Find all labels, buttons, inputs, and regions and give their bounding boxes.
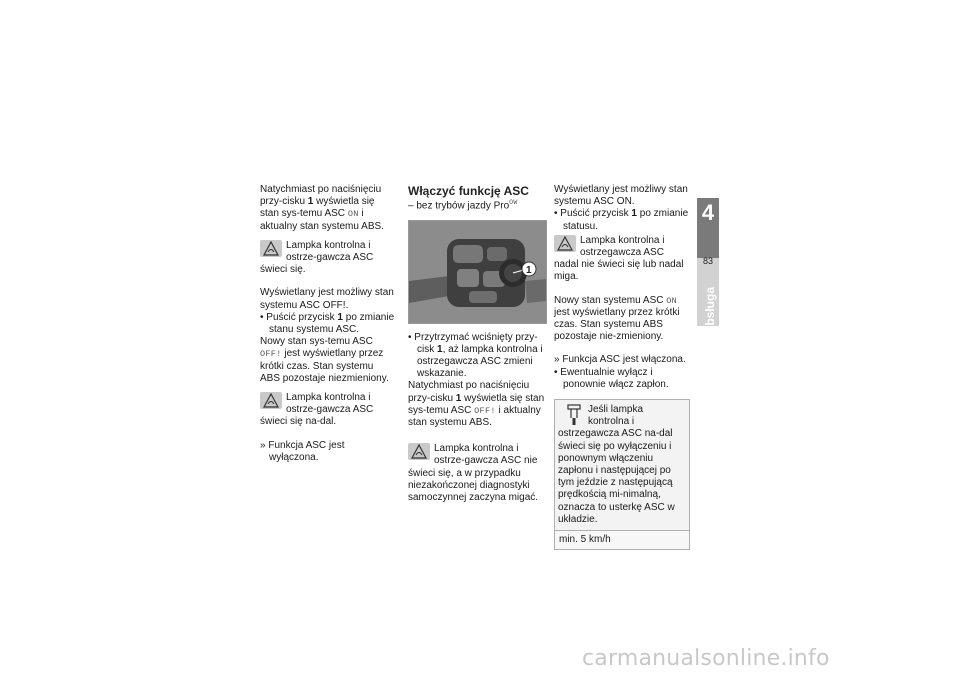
result-item: » Funkcja ASC jest włączona. (554, 354, 690, 366)
warning-note: Lampka kontrolna i ostrzegawcza ASC nadal nie świeci się lub nadal miga. (554, 234, 684, 283)
list-item: • Ewentualnie wyłącz i ponownie włącz zapłon. (554, 367, 690, 391)
section-heading: Włączyć funkcję ASC (408, 184, 529, 198)
warning-note: Lampka kontrolna i ostrze-gawcza ASC nie świeci się, a w przypadku niezakończonej diagnostyki samoczynnej zaczyna migać. (408, 443, 539, 503)
paragraph: Nowy stan systemu ASC ON jest wyświetlany przez krótki czas. Stan systemu ABS pozostaje nie-zmieniony. (554, 294, 680, 343)
handlebar-switch-photo (408, 220, 547, 324)
display-state: OFF! (474, 405, 496, 416)
display-state: ON (347, 209, 359, 220)
wrench-tool-icon (566, 404, 584, 426)
warning-note: Lampka kontrolna i ostrze-gawcza ASC świeci się na-dal. (260, 392, 374, 428)
list-item: • Puścić przycisk 1 po zmianie statusu. (554, 208, 690, 232)
column-3 (554, 184, 690, 550)
display-state: OFF! (260, 349, 282, 360)
info-box: Jeśli lampka kontrolna i ostrzegawcza ASC na-dal świeci się po wyłączeniu i ponownym włączeniu zapłonu i następującej po tym jeździe z następującą prędkością mi-nimalną, oznacza to usterkę ASC w układzie. min. 5 km/h (554, 399, 690, 550)
warning-light-icon (408, 443, 430, 460)
paragraph: Wyświetlany jest możliwy stan systemu ASC ON. (554, 184, 688, 208)
warning-light-icon (260, 392, 282, 409)
callout-1: 1 (526, 264, 532, 276)
display-state: ON (666, 295, 678, 306)
column-1 (260, 184, 395, 464)
chapter-label: Obsługa (703, 286, 718, 336)
minimum-speed: min. 5 km/h (555, 530, 689, 549)
paragraph: Nowy stan sys-temu ASC OFF! jest wyświetlany przez krótki czas. Stan systemu ABS pozostaje niezmieniony. (260, 336, 389, 384)
warning-note: Lampka kontrolna i ostrze-gawcza ASC świeci się. (260, 239, 374, 276)
result-item: » Funkcja ASC jest wyłączona. (260, 440, 395, 464)
watermark: carmanualsonline.info (582, 646, 830, 671)
paragraph: Natychmiast po naciśnięciu przy-cisku 1 wyświetla się stan sys-temu ASC OFF! i aktualny stan systemu ABS. (408, 380, 545, 428)
warning-light-icon (260, 240, 282, 257)
page-number: 83 (702, 256, 713, 266)
warning-light-icon (554, 235, 576, 252)
list-item: • Puścić przycisk 1 po zmianie stanu systemu ASC. (260, 312, 395, 336)
column-2 (408, 197, 545, 504)
paragraph: Wyświetlany jest możliwy stan systemu ASC OFF!. (260, 287, 394, 311)
condition-line: – bez trybów jazdy Pro$^{OW}$ (408, 199, 518, 212)
chapter-number: 4 (701, 200, 715, 225)
button-key: 1 (307, 196, 314, 208)
list-item: • Przytrzymać wciśnięty przy-cisk 1, aż lampka kontrolna i ostrzegawcza ASC zmieni wskazanie. (408, 332, 545, 381)
paragraph: Natychmiast po naciśnięciu przy-cisku 1 wyświetla się stan sys-temu ASC ON i aktualny stan systemu ABS. (260, 184, 384, 232)
